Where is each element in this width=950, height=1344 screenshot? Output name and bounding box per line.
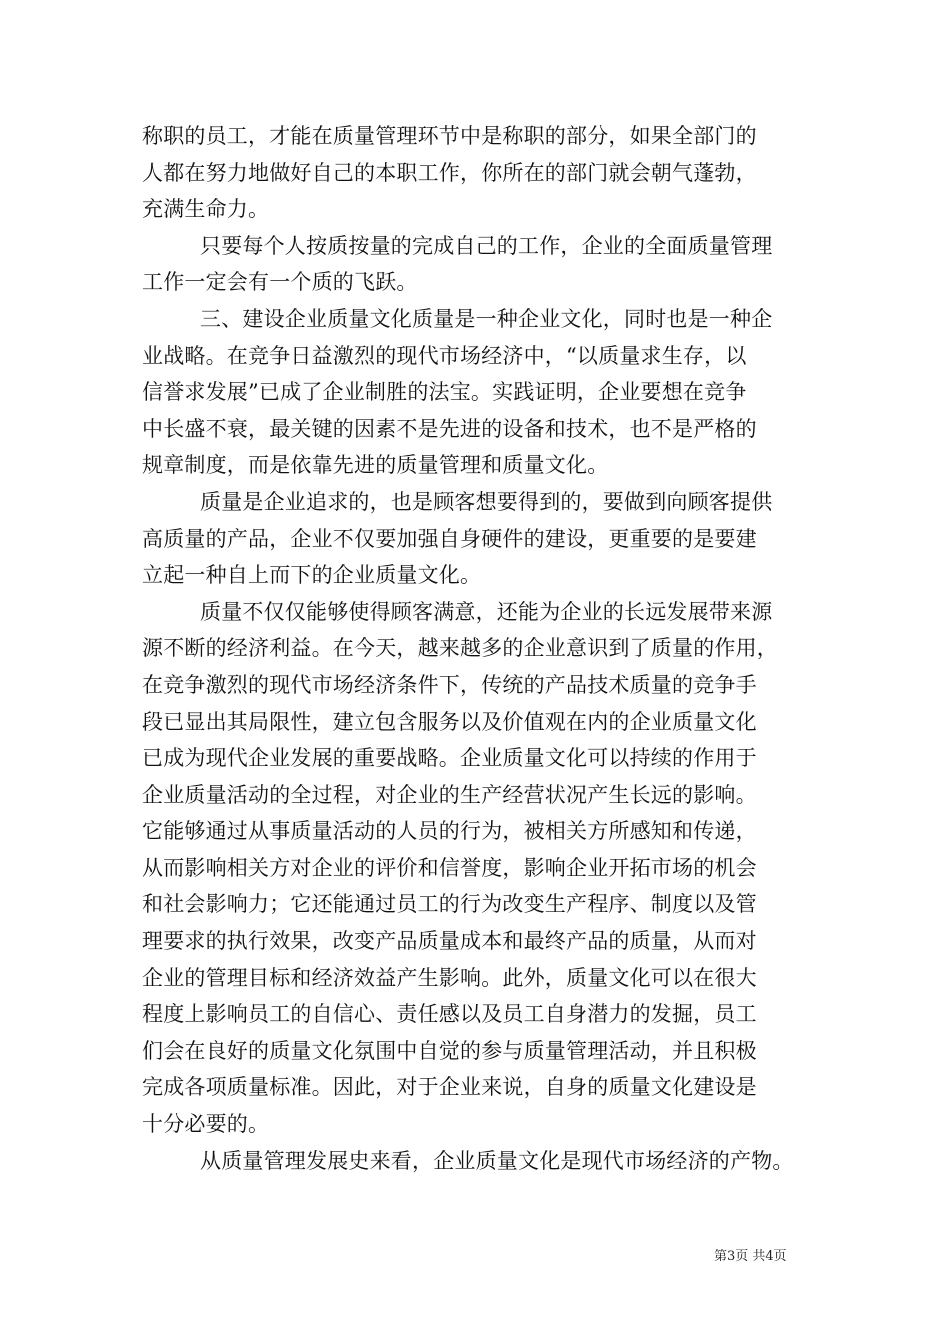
text-line: 立起一种自上而下的企业质量文化。 [142, 563, 482, 588]
text-line: 高质量的产品，企业不仅要加强自身硬件的建设，更重要的是要建 [142, 526, 757, 551]
text-line: 规章制度，而是依靠先进的质量管理和质量文化。 [142, 453, 609, 478]
paragraph-first-line: 质量是企业追求的，也是顾客想要得到的，要做到向顾客提供 [200, 489, 773, 514]
text-line: 已成为现代企业发展的重要战略。企业质量文化可以持续的作用于 [142, 746, 757, 771]
text-line: 们会在良好的质量文化氛围中自觉的参与质量管理活动，并且积极 [142, 1038, 757, 1063]
text-line: 工作一定会有一个质的飞跃。 [142, 270, 418, 295]
text-line: 企业的管理目标和经济效益产生影响。此外，质量文化可以在很大 [142, 965, 757, 990]
text-line: 企业质量活动的全过程，对企业的生产经营状况产生长远的影响。 [142, 782, 757, 807]
text-line: 中长盛不衰，最关键的因素不是先进的设备和技术，也不是严格的 [142, 416, 757, 441]
paragraph-first-line: 质量不仅仅能够使得顾客满意，还能为企业的长远发展带来源 [200, 599, 773, 624]
text-line: 称职的员工，才能在质量管理环节中是称职的部分，如果全部门的 [142, 124, 757, 148]
text-line: 充满生命力。 [142, 197, 270, 222]
text-line: 人都在努力地做好自己的本职工作，你所在的部门就会朝气蓬勃， [142, 160, 757, 185]
text-line: 它能够通过从事质量活动的人员的行为，被相关方所感知和传递， [142, 819, 757, 844]
page-number-footer: 第3页 共4页 [714, 1249, 787, 1264]
text-line: 在竞争激烈的现代市场经济条件下，传统的产品技术质量的竞争手 [142, 672, 757, 697]
text-line: 信誉求发展”已成了企业制胜的法宝。实践证明，企业要想在竞争 [142, 380, 747, 405]
text-line: 程度上影响员工的自信心、责任感以及员工自身潜力的发掘，员工 [142, 1002, 757, 1027]
text-line: 完成各项质量标准。因此，对于企业来说，自身的质量文化建设是 [142, 1075, 757, 1100]
text-line: 十分必要的。 [142, 1112, 270, 1137]
text-line: 理要求的执行效果，改变产品质量成本和最终产品的质量，从而对 [142, 929, 757, 954]
text-line: 和社会影响力；它还能通过员工的行为改变生产程序、制度以及管 [142, 892, 757, 917]
paragraph-first-line: 从质量管理发展史来看，企业质量文化是现代市场经济的产物。 [200, 1148, 794, 1173]
text-line: 段已显出其局限性，建立包含服务以及价值观在内的企业质量文化 [142, 709, 757, 734]
text-line: 业战略。在竞争日益激烈的现代市场经济中，“以质量求生存，以 [142, 343, 747, 368]
paragraph-first-line: 只要每个人按质按量的完成自己的工作，企业的全面质量管理 [200, 233, 773, 258]
paragraph-first-line: 三、建设企业质量文化质量是一种企业文化，同时也是一种企 [200, 306, 773, 331]
text-line: 从而影响相关方对企业的评价和信誉度，影响企业开拓市场的机会 [142, 855, 757, 880]
document-body [142, 118, 832, 1179]
text-line: 源不断的经济利益。在今天，越来越多的企业意识到了质量的作用， [142, 636, 778, 661]
